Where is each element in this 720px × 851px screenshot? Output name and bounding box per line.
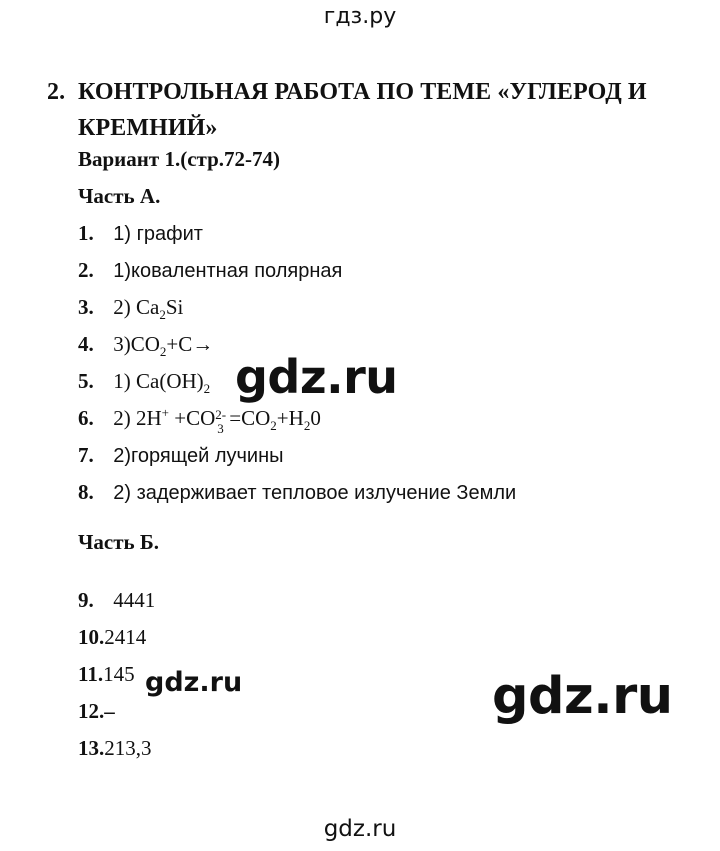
answer-9 — [78, 585, 155, 615]
answer-number: 6. — [78, 406, 94, 430]
answer-number: 10. — [78, 625, 105, 649]
formula-part: +C→ — [166, 332, 214, 356]
formula-part: 2) 2H — [113, 406, 162, 430]
answer-1 — [78, 218, 203, 249]
title-number: 2. — [47, 79, 66, 105]
title-line-2: КРЕМНИЙ» — [78, 115, 218, 141]
watermark-center: gdz.ru — [235, 350, 398, 404]
answer-text: 145 — [103, 662, 135, 686]
answer-text: 2414 — [104, 625, 147, 649]
answer-4 — [78, 329, 213, 359]
answer-text: 1)ковалентная полярная — [113, 260, 343, 282]
variant-label: Вариант 1.(стр.72-74) — [78, 147, 281, 171]
formula-part: +H — [276, 406, 304, 430]
part-b-heading: Часть Б. — [78, 530, 160, 554]
answer-text: 2)горящей лучины — [113, 445, 284, 467]
answer-6 — [78, 403, 321, 436]
answer-text: – — [104, 699, 115, 723]
answer-text: 2) задерживает тепловое излучение Земли — [113, 482, 517, 504]
answer-5 — [78, 366, 210, 396]
answer-8 — [78, 477, 516, 508]
superscript: + — [161, 405, 170, 420]
answer-text: 213,3 — [104, 736, 152, 760]
subscript: 2 — [159, 307, 166, 323]
answer-text: 4441 — [113, 588, 156, 612]
subscript: 2 — [159, 344, 167, 360]
formula-part: 1) Ca(OH) — [113, 369, 204, 393]
charge-index — [215, 407, 229, 436]
superscript: 2- — [215, 407, 227, 422]
formula-part: =CO — [229, 406, 271, 430]
site-header: гдз.ру — [323, 4, 397, 29]
answer-number: 8. — [78, 480, 94, 504]
watermark-footer: gdz.ru — [323, 816, 397, 842]
part-a-heading: Часть А. — [78, 184, 161, 208]
answer-number: 9. — [78, 588, 94, 612]
answer-3 — [78, 292, 183, 322]
answer-number: 3. — [78, 295, 94, 319]
answer-text: 1) графит — [113, 223, 203, 245]
answer-number: 11. — [78, 662, 104, 686]
subscript: 2 — [203, 381, 211, 397]
answer-13 — [78, 733, 152, 763]
answer-10 — [78, 622, 146, 652]
answer-number: 7. — [78, 443, 94, 467]
answer-number: 12. — [78, 699, 105, 723]
answer-number: 2. — [78, 258, 94, 282]
answer-11 — [78, 659, 135, 689]
watermark-right: gdz.ru — [492, 667, 673, 726]
answer-number: 1. — [78, 221, 94, 245]
answer-2 — [78, 255, 342, 286]
formula-part: +CO — [169, 406, 216, 430]
answer-7 — [78, 440, 284, 471]
answer-number: 5. — [78, 369, 94, 393]
formula-part: 3)CO — [113, 332, 160, 356]
answer-12 — [78, 696, 115, 726]
formula-part: 2) Ca — [113, 295, 160, 319]
watermark-small: gdz.ru — [145, 667, 243, 698]
subscript: 2 — [303, 418, 311, 434]
subscript: 3 — [217, 421, 224, 436]
title-line-1: КОНТРОЛЬНАЯ РАБОТА ПО ТЕМЕ «УГЛЕРОД И — [78, 79, 647, 105]
subscript: 2 — [270, 418, 277, 434]
formula-part: 0 — [310, 406, 321, 430]
formula-part: Si — [165, 295, 184, 319]
answer-number: 4. — [78, 332, 94, 356]
document-title — [47, 74, 687, 146]
answer-number: 13. — [78, 736, 105, 760]
